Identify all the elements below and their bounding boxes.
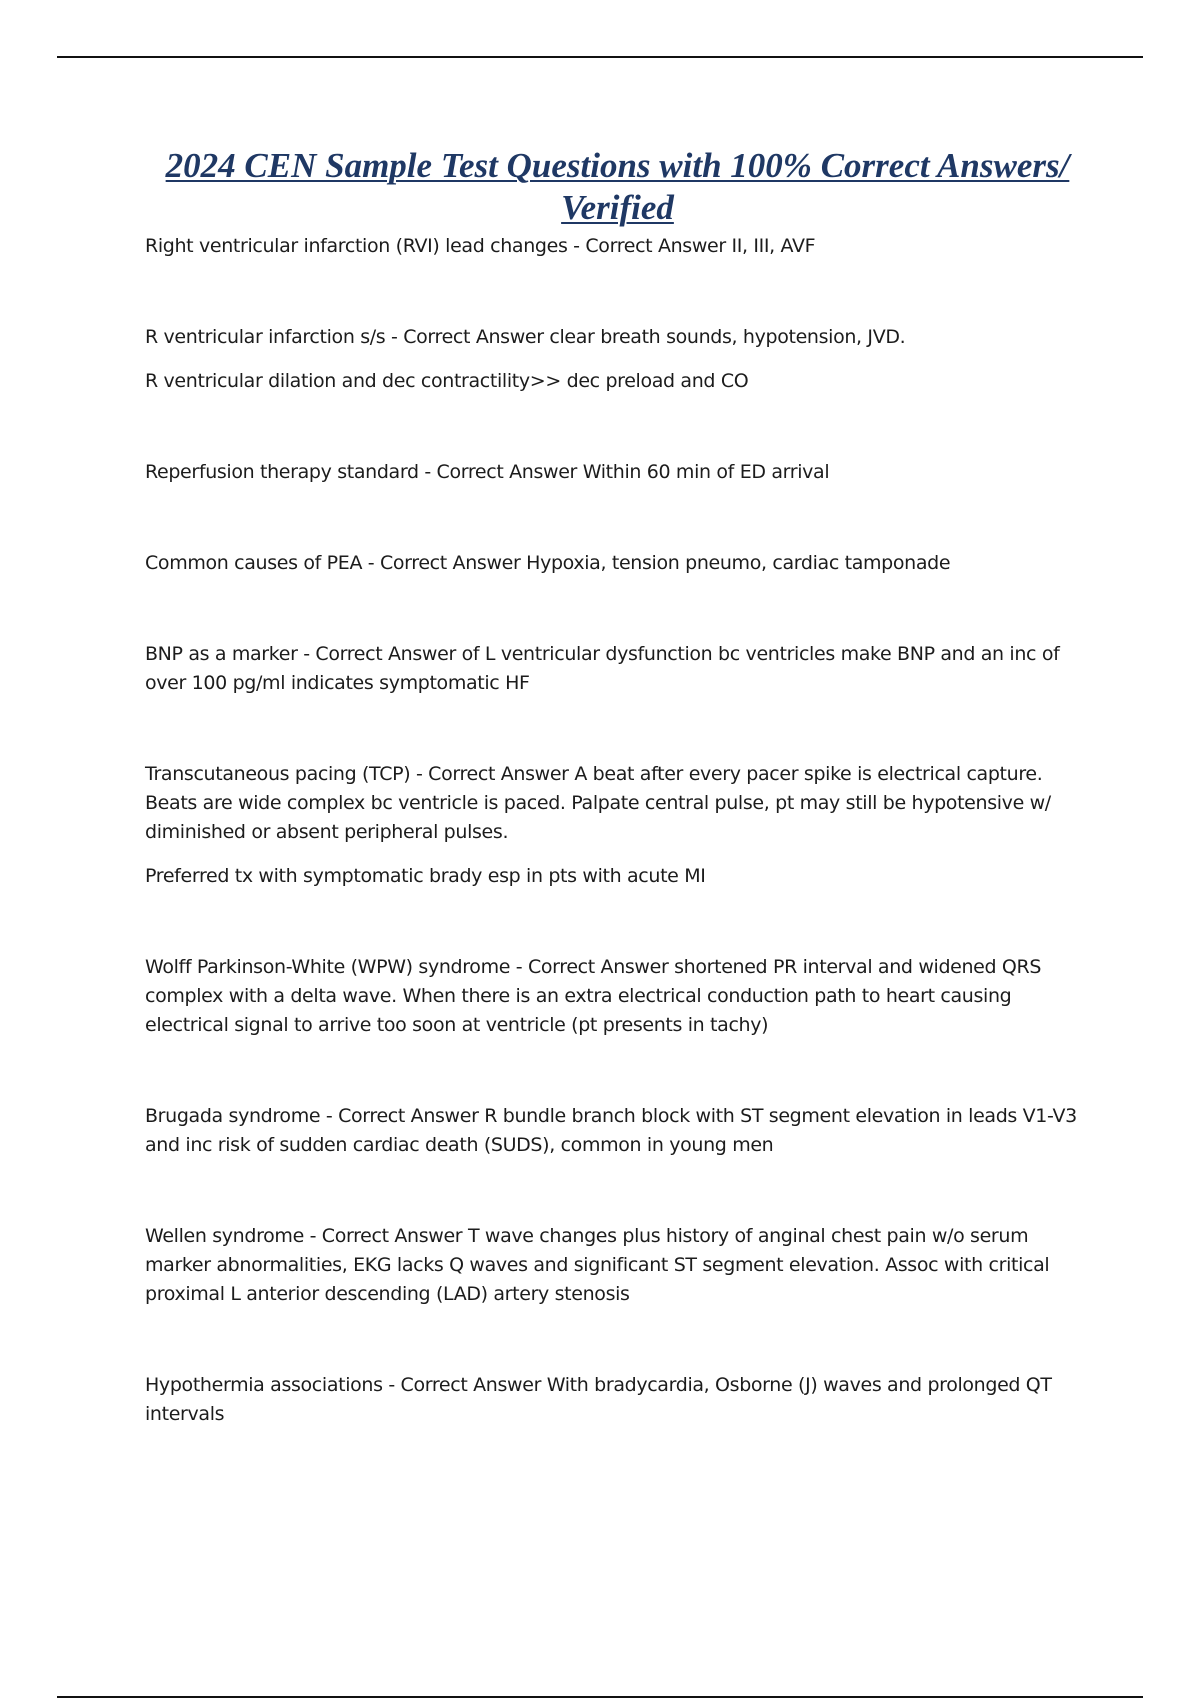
question-entry: Right ventricular infarction (RVI) lead changes - Correct Answer II, III, AVF xyxy=(145,235,816,257)
question-entry: Wellen syndrome - Correct Answer T wave changes plus history of anginal chest pain w/o serum marker abnormalities, EKG lacks Q waves and significant ST segment elevation. Assoc with critical proximal L anterior descending (LAD) artery stenosis xyxy=(145,1225,1050,1305)
question-entry: Reperfusion therapy standard - Correct Answer Within 60 min of ED arrival xyxy=(145,461,830,483)
page-title: 2024 CEN Sample Test Questions with 100% Correct Answers/ Verified xyxy=(165,146,1070,227)
question-entry: Common causes of PEA - Correct Answer Hypoxia, tension pneumo, cardiac tamponade xyxy=(145,552,951,574)
question-entry: BNP as a marker - Correct Answer of L ventricular dysfunction bc ventricles make BNP and an inc of over 100 pg/ml indicates symptomatic HF xyxy=(145,643,1060,694)
question-entry: Brugada syndrome - Correct Answer R bundle branch block with ST segment elevation in leads V1-V3 and inc risk of sudden cardiac death (SUDS), common in young men xyxy=(145,1105,1077,1156)
question-entry: Transcutaneous pacing (TCP) - Correct Answer A beat after every pacer spike is electrical capture. Beats are wide complex bc ventricle is paced. Palpate central pulse, pt may still be hypotensive w/ diminished or absent peripheral pulses. xyxy=(145,763,1051,843)
question-entry-note: Preferred tx with symptomatic brady esp in pts with acute MI xyxy=(145,865,706,887)
question-list xyxy=(145,232,1090,1429)
question-entry-note: R ventricular dilation and dec contractility>> dec preload and CO xyxy=(145,370,749,392)
question-entry: Hypothermia associations - Correct Answer With bradycardia, Osborne (J) waves and prolonged QT intervals xyxy=(145,1374,1052,1425)
question-entry: R ventricular infarction s/s - Correct Answer clear breath sounds, hypotension, JVD. xyxy=(145,326,906,348)
header-rule xyxy=(57,56,1143,58)
question-entry: Wolff Parkinson-White (WPW) syndrome - Correct Answer shortened PR interval and widened QRS complex with a delta wave. When there is an extra electrical conduction path to heart causing electrical signal to arrive too soon at ventricle (pt presents in tachy) xyxy=(145,956,1042,1036)
footer-rule xyxy=(57,1696,1143,1698)
